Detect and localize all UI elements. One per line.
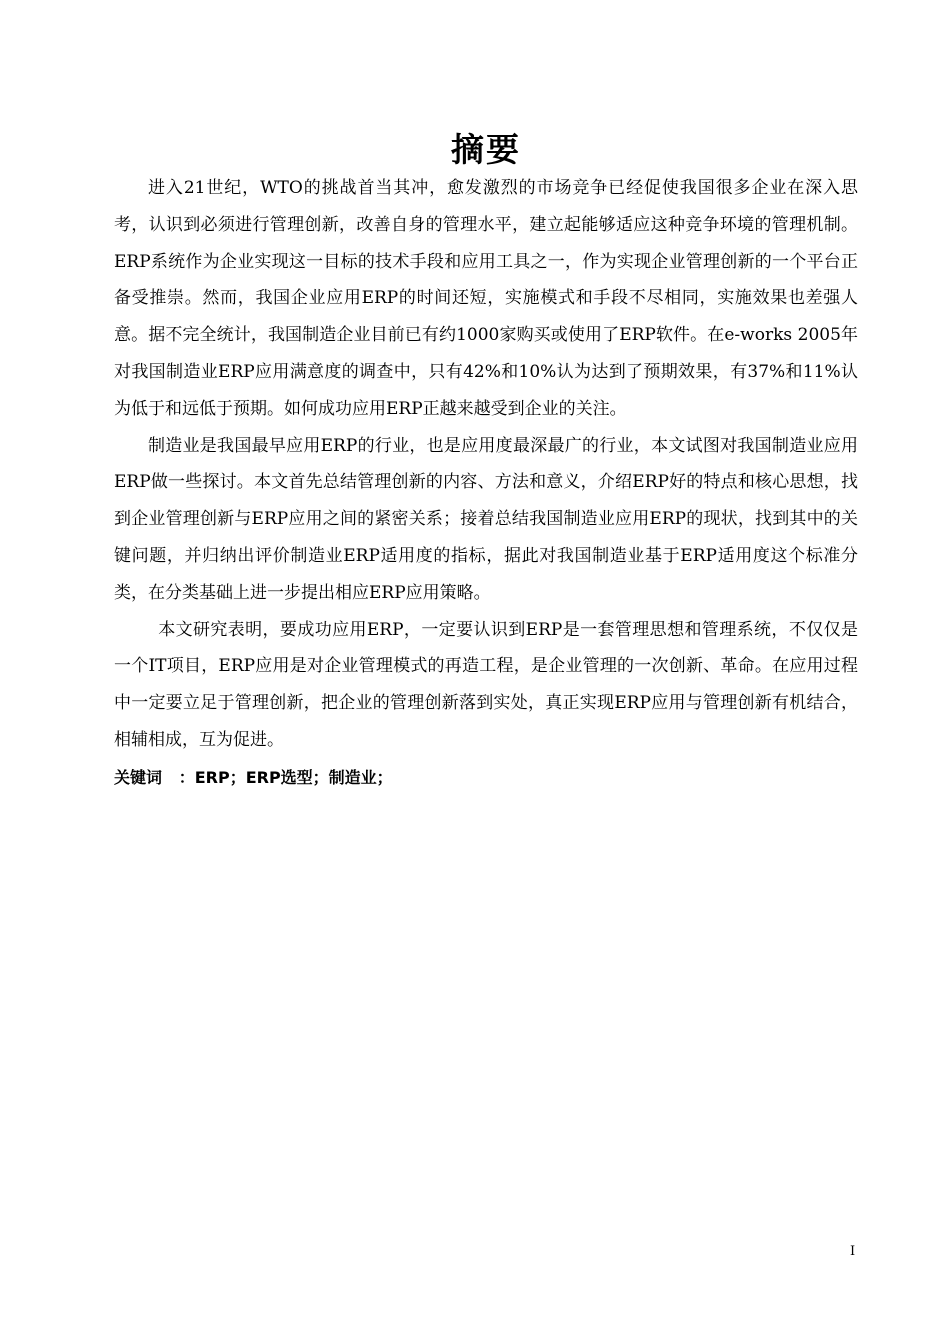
abstract-paragraph-3: 本文研究表明，要成功应用ERP，一定要认识到ERP是一套管理思想和管理系统，不仅仅是一个IT项目，ERP应用是对企业管理模式的再造工程，是企业管理的一次创新、革命。在应用过程中一定要立足于管理创新，把企业的管理创新落到实处，真正实现ERP应用与管理创新有机结合，相辅相成，互为促进。	[114, 619, 858, 750]
page-number: I	[850, 1244, 856, 1259]
abstract-body	[114, 170, 858, 797]
abstract-paragraph-1: 进入21世纪，WTO的挑战首当其冲，愈发激烈的市场竞争已经促使我国很多企业在深入思考，认识到必须进行管理创新，改善自身的管理水平，建立起能够适应这种竞争环境的管理机制。ERP系统作为企业实现这一目标的技术手段和应用工具之一，作为实现企业管理创新的一个平台正备受推崇。然而，我国企业应用ERP的时间还短，实施模式和手段不尽相同，实施效果也差强人意。据不完全统计，我国制造企业目前已有约1000家购买或使用了ERP软件。在e-works 2005年对我国制造业ERP应用满意度的调查中，只有42%和10%认为达到了预期效果，有37%和11%认为低于和远低于预期。如何成功应用ERP正越来越受到企业的关注。	[114, 178, 858, 419]
keywords-line: 关键词 ：ERP；ERP选型；制造业；	[114, 767, 393, 787]
abstract-title: 摘要	[451, 130, 521, 169]
abstract-paragraph-2: 制造业是我国最早应用ERP的行业，也是应用度最深最广的行业，本文试图对我国制造业应用ERP做一些探讨。本文首先总结管理创新的内容、方法和意义，介绍ERP好的特点和核心思想，找到企业管理创新与ERP应用之间的紧密关系；接着总结我国制造业应用ERP的现状，找到其中的关键问题，并归纳出评价制造业ERP适用度的指标，据此对我国制造业基于ERP适用度这个标准分类，在分类基础上进一步提出相应ERP应用策略。	[114, 435, 858, 603]
